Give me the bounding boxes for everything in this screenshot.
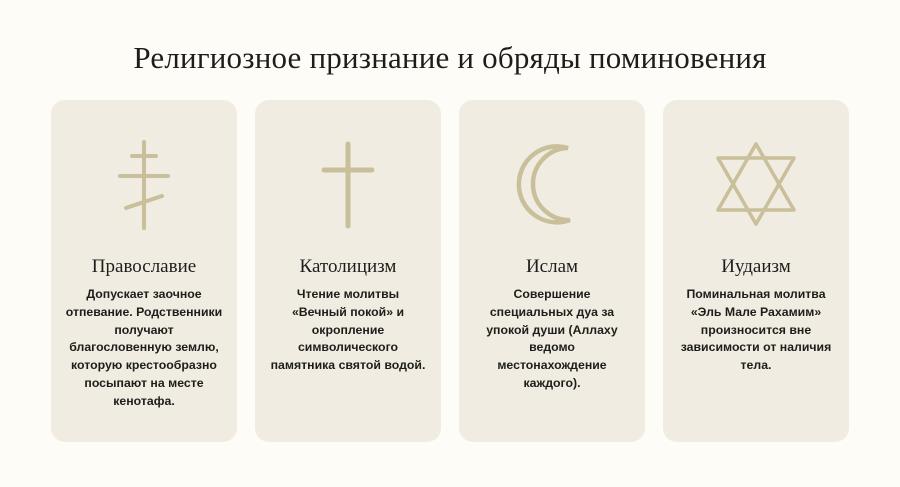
religion-card-text: Допускает заочное отпевание. Родственники получают благословенную землю, которую крестообразно посыпают на месте кенотафа. bbox=[65, 287, 223, 408]
latin-cross-icon bbox=[267, 118, 429, 250]
religion-card-title: Православие bbox=[91, 256, 197, 277]
religion-card-text: Совершение специальных дуа за упокой души (Аллаху ведомо местонахождение каждого). bbox=[486, 287, 618, 391]
religion-card-title: Иудаизм bbox=[721, 256, 791, 277]
religion-card-title: Католицизм bbox=[299, 256, 397, 277]
orthodox-cross-icon bbox=[63, 118, 225, 250]
religion-card-title: Ислам bbox=[525, 256, 579, 277]
religion-card-text: Поминальная молитва «Эль Мале Рахамим» произносится вне зависимости от наличия тела. bbox=[680, 287, 832, 373]
religion-card-catholicism[interactable] bbox=[255, 100, 441, 442]
religion-card-orthodoxy[interactable] bbox=[51, 100, 237, 442]
religion-card-islam[interactable] bbox=[459, 100, 645, 442]
page-title: Религиозное признание и обряды поминовения bbox=[133, 40, 767, 75]
religion-card-text: Чтение молитвы «Вечный покой» и окропление символического памятника святой водой. bbox=[270, 287, 426, 373]
religion-card-judaism[interactable] bbox=[663, 100, 849, 442]
star-of-david-icon bbox=[675, 118, 837, 250]
crescent-moon-icon bbox=[471, 118, 633, 250]
religion-card-list bbox=[0, 100, 900, 442]
